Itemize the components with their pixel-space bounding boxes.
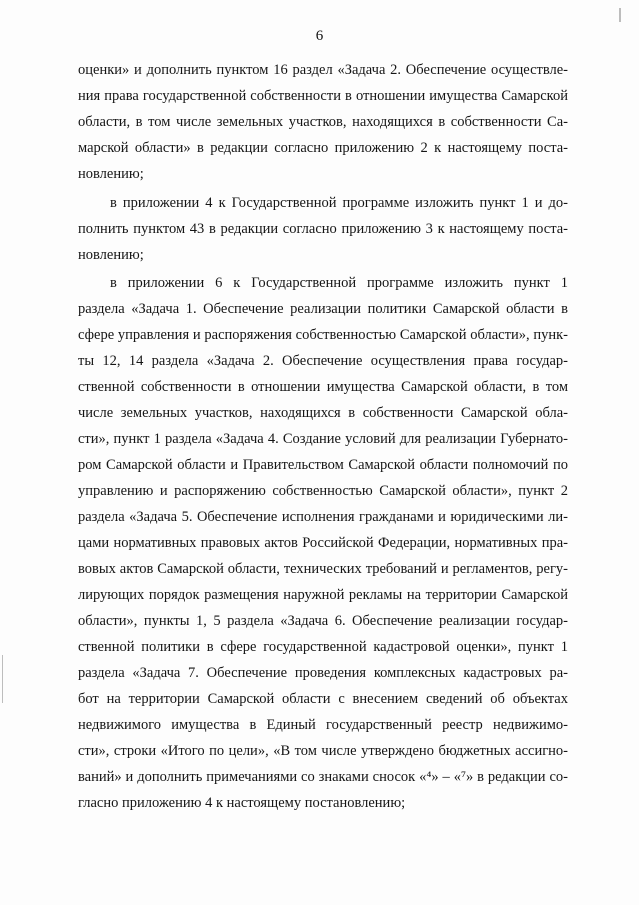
text-line: сти», пункт 1 раздела «Задача 4. Создание условий для реализации Губернато- — [78, 431, 568, 447]
text-line: числе земельных участков, находящихся в собственности Самарской обла- — [78, 405, 568, 421]
text-line: цами нормативных правовых актов Российской Федерации, нормативных пра- — [78, 535, 568, 551]
text-line: сфере управления и распоряжения собственностью Самарской области», пунк- — [78, 327, 568, 343]
text-line: сти», строки «Итого по цели», «В том числе утверждено бюджетных ассигно- — [78, 743, 568, 759]
text-line: в приложении 6 к Государственной программе изложить пункт 1 — [110, 275, 568, 291]
text-line: новлению; — [78, 166, 144, 182]
text-line: лирующих порядок размещения наружной рекламы на территории Самарской — [78, 587, 568, 603]
text-line: марской области» в редакции согласно приложению 2 к настоящему поста- — [78, 140, 568, 156]
text-line: раздела «Задача 7. Обеспечение проведения комплексных кадастровых ра- — [78, 665, 568, 681]
text-line: раздела «Задача 1. Обеспечение реализации политики Самарской области в — [78, 301, 568, 317]
scan-artifact — [2, 655, 3, 703]
page-number: 6 — [315, 28, 324, 44]
text-line: недвижимого имущества в Единый государственный реестр недвижимо- — [78, 717, 568, 733]
scan-artifact — [619, 8, 621, 22]
text-line: гласно приложению 4 к настоящему постановлению; — [78, 795, 406, 811]
text-line: оценки» и дополнить пунктом 16 раздел «Задача 2. Обеспечение осуществле- — [78, 62, 568, 78]
text-line: области, в том числе земельных участков, находящихся в собственности Са- — [78, 114, 568, 130]
text-line: ты 12, 14 раздела «Задача 2. Обеспечение осуществления права государ- — [78, 353, 568, 369]
text-line: раздела «Задача 5. Обеспечение исполнения гражданами и юридическими ли- — [78, 509, 568, 525]
text-line: управлению и распоряжению собственностью Самарской области», пункт 2 — [78, 483, 568, 499]
text-line: области», пункты 1, 5 раздела «Задача 6. Обеспечение реализации государ- — [78, 613, 568, 629]
text-line: в приложении 4 к Государственной программе изложить пункт 1 и до- — [110, 195, 568, 211]
text-line: ваний» и дополнить примечаниями со знаками сносок «⁴» – «⁷» в редакции со- — [78, 769, 568, 785]
text-line: полнить пунктом 43 в редакции согласно приложению 3 к настоящему поста- — [78, 221, 568, 237]
text-line: ственной собственности в отношении имущества Самарской области, в том — [78, 379, 568, 395]
text-line: новлению; — [78, 247, 144, 263]
text-line: бот на территории Самарской области с внесением сведений об объектах — [78, 691, 568, 707]
text-line: ром Самарской области и Правительством Самарской области полномочий по — [78, 457, 568, 473]
text-line: ния права государственной собственности в отношении имущества Самарской — [78, 88, 568, 104]
text-line: вовых актов Самарской области, технических требований и регламентов, регу- — [78, 561, 568, 577]
text-line: ственной политики в сфере государственной кадастровой оценки», пункт 1 — [78, 639, 568, 655]
